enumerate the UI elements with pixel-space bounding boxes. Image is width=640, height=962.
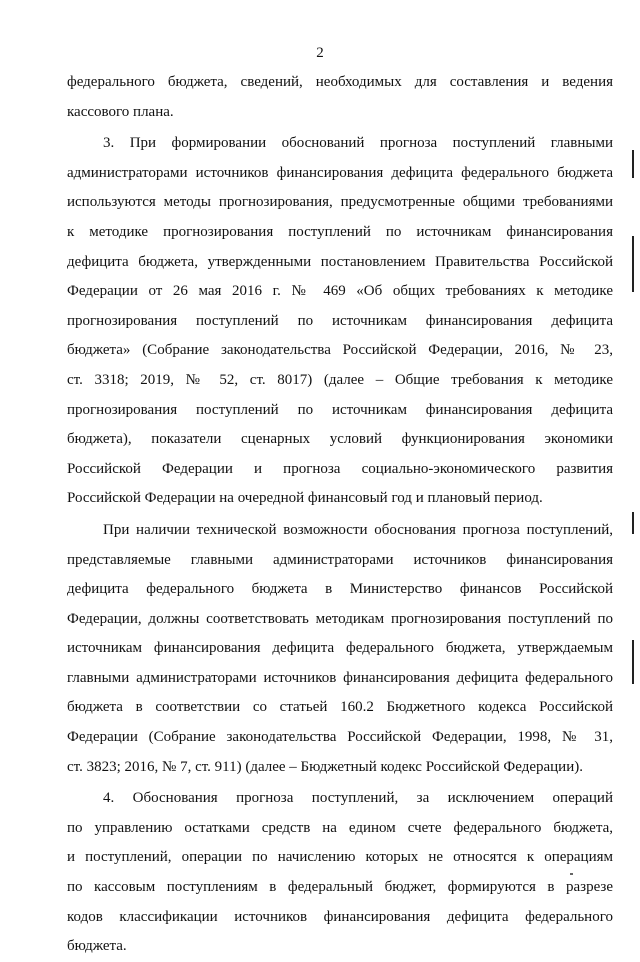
text-line: по управлению остатками средств на едином счете федерального бюджета, <box>67 819 613 836</box>
text-line: дефицита бюджета, утвержденными постановлением Правительства Российской <box>67 253 613 270</box>
text-line: Федерации, должны соответствовать методикам прогнозирования поступлений по <box>67 610 613 627</box>
text-line: федерального бюджета, сведений, необходимых для составления и ведения <box>67 74 613 90</box>
scan-edge-mark <box>632 236 634 292</box>
text-line: бюджета в соответствии со статьей 160.2 Бюджетного кодекса Российской <box>67 699 613 716</box>
text-line: ст. 3318; 2019, № 52, ст. 8017) (далее – Общие требования к методике <box>67 371 613 388</box>
text-line: кодов классификации источников финансирования дефицита федерального <box>67 908 613 925</box>
page-number: 2 <box>316 45 324 61</box>
scan-speck <box>570 873 573 875</box>
text-line: к методике прогнозирования поступлений по источникам финансирования <box>67 223 613 240</box>
text-line: используются методы прогнозирования, предусмотренные общими требованиями <box>67 194 613 211</box>
text-line: главными администраторами источников финансирования дефицита федерального <box>67 669 613 686</box>
text-line: дефицита федерального бюджета в Министерство финансов Российской <box>67 581 613 598</box>
text-line: по кассовым поступлениям в федеральный бюджет, формируются в разрезе <box>67 879 613 896</box>
text-line: и поступлений, операции по начислению которых не относятся к операциям <box>67 849 613 866</box>
text-line: представляемые главными администраторами источников финансирования <box>67 551 613 568</box>
text-line: Федерации от 26 мая 2016 г. № 469 «Об общих требованиях к методике <box>67 283 613 300</box>
scan-edge-mark <box>632 640 634 684</box>
scan-edge-mark <box>632 512 634 534</box>
text-line: бюджета), показатели сценарных условий функционирования экономики <box>67 431 613 448</box>
text-line: администраторами источников финансирования дефицита федерального бюджета <box>67 164 613 181</box>
text-line: прогнозирования поступлений по источникам финансирования дефицита <box>67 312 613 329</box>
scan-edge-mark <box>632 150 634 178</box>
text-line: источникам финансирования дефицита федерального бюджета, утверждаемым <box>67 640 613 657</box>
text-line: Федерации (Собрание законодательства Российской Федерации, 1998, № 31, <box>67 729 613 746</box>
text-line: Российской Федерации на очередной финансовый год и плановый период. <box>67 490 543 507</box>
text-line: 4. Обоснования прогноза поступлений, за исключением операций <box>103 790 613 807</box>
text-line: 3. При формировании обоснований прогноза поступлений главными <box>103 135 613 152</box>
text-line: Российской Федерации и прогноза социально-экономического развития <box>67 460 613 477</box>
text-line: При наличии технической возможности обоснования прогноза поступлений, <box>103 521 613 538</box>
text-line: ст. 3823; 2016, № 7, ст. 911) (далее – Бюджетный кодекс Российской Федерации). <box>67 758 583 775</box>
text-line: кассового плана. <box>67 103 174 120</box>
text-line: бюджета. <box>67 938 127 955</box>
body-text <box>67 68 613 962</box>
text-line: прогнозирования поступлений по источникам финансирования дефицита <box>67 401 613 418</box>
text-line: бюджета» (Собрание законодательства Российской Федерации, 2016, № 23, <box>67 342 613 359</box>
